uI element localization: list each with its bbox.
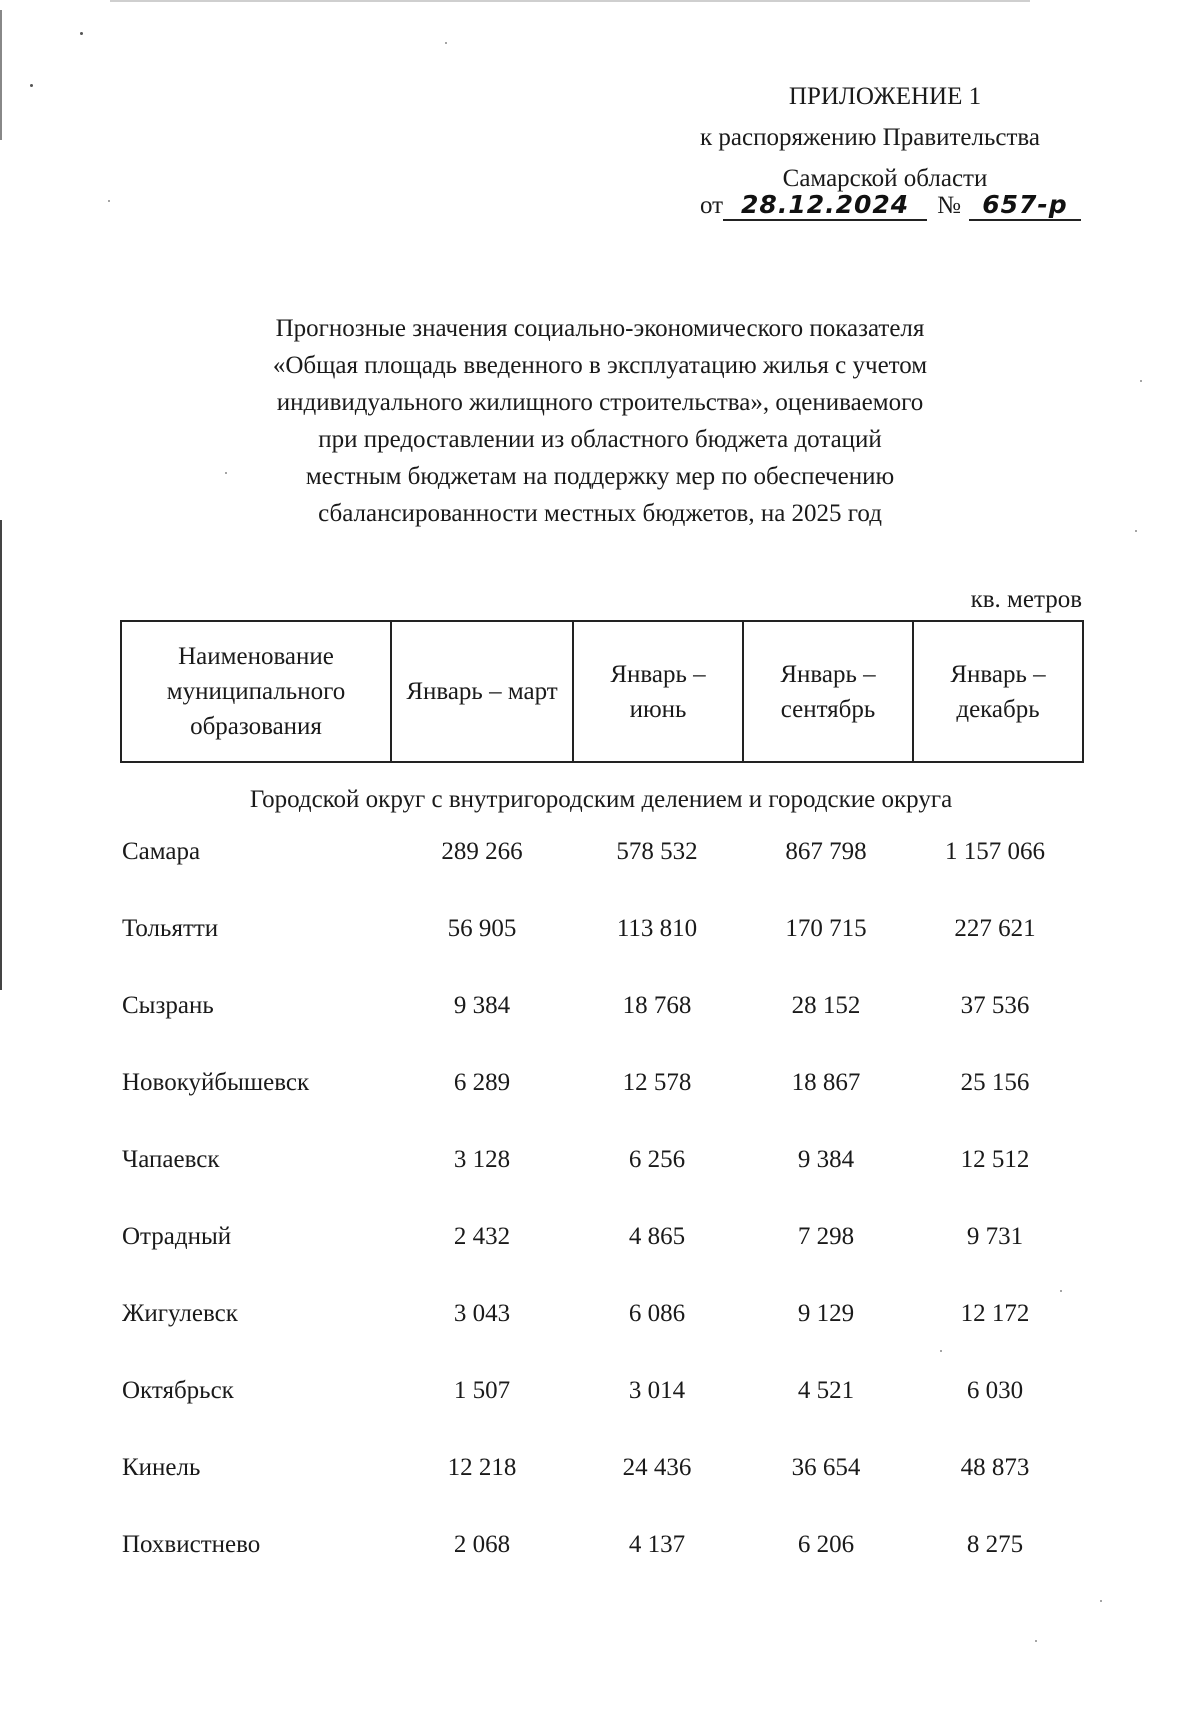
municipality-name: Отрадный [122,1223,232,1250]
value-9m: 4 521 [797,1377,855,1404]
scan-dust [1140,380,1142,382]
heading-line: местным бюджетам на поддержку мер по обеспечению [305,463,895,490]
scan-dust [30,84,33,87]
scan-dust [445,42,447,44]
municipality-name: Сызрань [122,992,214,1019]
value-h1: 3 014 [628,1377,686,1404]
table-row [0,915,1200,955]
value-q1: 2 432 [453,1223,511,1250]
municipality-name: Чапаевск [122,1146,220,1173]
value-q1: 289 266 [441,838,523,865]
scan-edge [110,0,1030,2]
units-label: кв. метров [970,586,1082,613]
column-header-municipality: Наименование муниципального образования [121,621,391,762]
value-q1: 1 507 [453,1377,511,1404]
scan-dust [1100,1600,1102,1602]
table-header [120,620,1084,763]
value-9m: 6 206 [797,1531,855,1558]
value-year: 227 621 [954,915,1036,942]
municipality-name: Жигулевск [122,1300,238,1327]
value-h1: 4 865 [628,1223,686,1250]
value-q1: 9 384 [453,992,511,1019]
value-9m: 9 129 [797,1300,855,1327]
scan-dust [1035,1640,1037,1642]
value-q1: 3 043 [453,1300,511,1327]
value-h1: 24 436 [622,1454,692,1481]
appendix-region: Самарской области [782,165,988,192]
municipality-name: Кинель [122,1454,201,1481]
heading-line: Прогнозные значения социально-экономического показателя [275,315,925,342]
municipality-name: Октябрьск [122,1377,234,1404]
value-9m: 9 384 [797,1146,855,1173]
value-year: 25 156 [960,1069,1030,1096]
municipality-name: Самара [122,838,201,865]
heading-line: сбалансированности местных бюджетов, на 2025 год [318,500,882,527]
scan-dust [1135,530,1137,532]
column-header-year: Январь – декабрь [913,621,1083,762]
value-year: 12 512 [960,1146,1030,1173]
table-row [0,1300,1200,1340]
value-year: 1 157 066 [945,838,1045,865]
scan-dust [80,32,83,35]
value-year: 48 873 [960,1454,1030,1481]
handwritten-number: 657-р [969,190,1081,221]
heading-line: при предоставлении из областного бюджета дотаций [318,426,882,453]
date-prefix: от [700,192,724,219]
value-9m: 170 715 [785,915,867,942]
value-h1: 6 086 [628,1300,686,1327]
municipality-name: Тольятти [122,915,219,942]
table-row [0,1377,1200,1417]
value-h1: 578 532 [616,838,698,865]
table-row [0,1531,1200,1571]
value-9m: 867 798 [785,838,867,865]
appendix-title: ПРИЛОЖЕНИЕ 1 [788,83,982,110]
value-q1: 6 289 [453,1069,511,1096]
table-row [0,838,1200,878]
value-year: 12 172 [960,1300,1030,1327]
municipality-name: Новокуйбышевск [122,1069,310,1096]
value-year: 8 275 [966,1531,1024,1558]
section-title: Городской округ с внутригородским делением и городские округа [249,786,953,813]
municipality-name: Похвистнево [122,1531,261,1558]
table-row [0,1146,1200,1186]
value-9m: 36 654 [791,1454,861,1481]
table-row [0,1454,1200,1494]
value-h1: 4 137 [628,1531,686,1558]
approval-block [660,76,1080,199]
column-header-q1: Январь – март [391,621,573,762]
scan-dust [1060,1290,1062,1292]
number-sign: № [937,192,961,219]
table-row [0,1223,1200,1263]
value-h1: 18 768 [622,992,692,1019]
value-year: 37 536 [960,992,1030,1019]
value-q1: 12 218 [447,1454,517,1481]
value-h1: 6 256 [628,1146,686,1173]
table-row [0,992,1200,1032]
value-9m: 7 298 [797,1223,855,1250]
handwritten-date: 28.12.2024 [723,190,927,221]
heading-line: индивидуального жилищного строительства», оцениваемого [276,389,924,416]
value-q1: 2 068 [453,1531,511,1558]
value-year: 9 731 [966,1223,1024,1250]
column-header-9m: Январь – сентябрь [743,621,913,762]
value-h1: 12 578 [622,1069,692,1096]
appendix-subtitle: к распоряжению Правительства [699,124,1040,151]
scan-dust [940,1350,942,1352]
value-9m: 28 152 [791,992,861,1019]
value-h1: 113 810 [616,915,698,942]
value-q1: 3 128 [453,1146,511,1173]
value-9m: 18 867 [791,1069,861,1096]
order-reference [700,190,1081,221]
scan-dust [108,200,110,202]
value-q1: 56 905 [447,915,517,942]
document-heading [200,310,1000,532]
heading-line: «Общая площадь введенного в эксплуатацию жилья с учетом [272,352,928,379]
column-header-h1: Январь – июнь [573,621,743,762]
table-row [0,1069,1200,1109]
value-year: 6 030 [966,1377,1024,1404]
scan-edge [0,10,2,140]
